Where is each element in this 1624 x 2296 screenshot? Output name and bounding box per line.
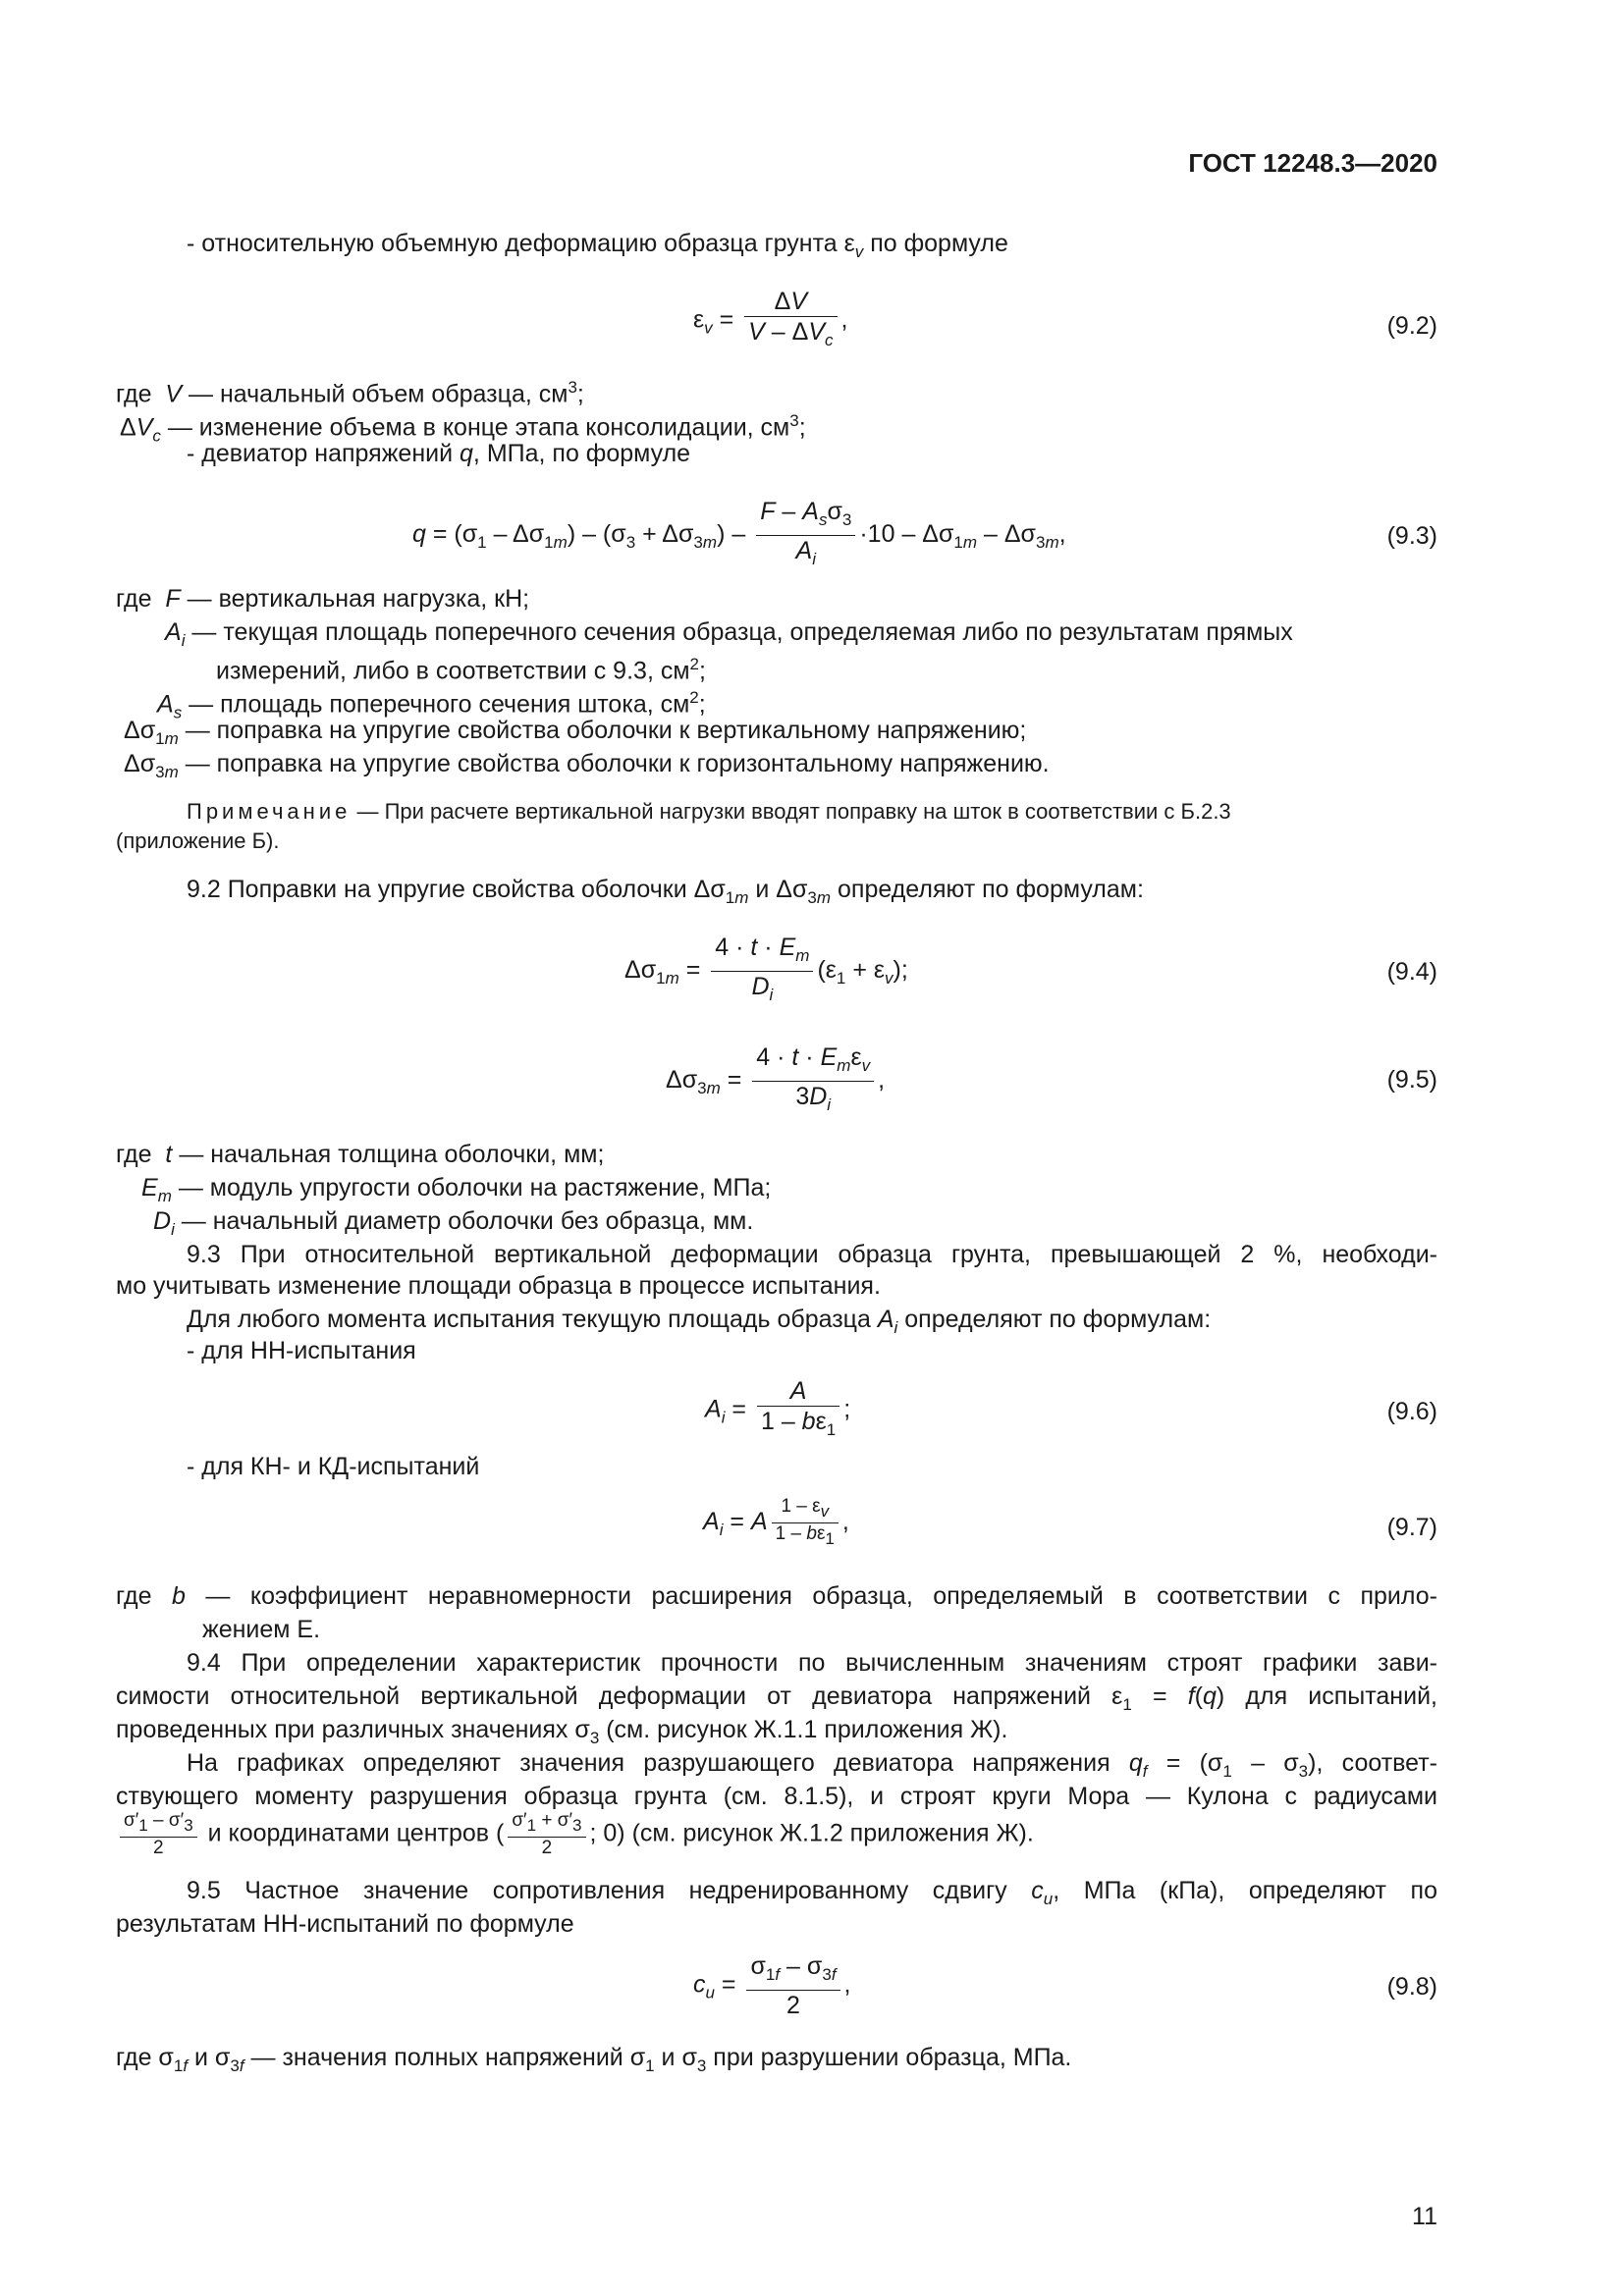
note: Примечание — При расчете вертикальной нагрузки вводят поправку на шток в соответствии с Б.2.3: [187, 799, 1231, 824]
equation-number: (9.8): [1386, 1973, 1437, 2001]
definition-em: $E_m$ — модуль упругости оболочки на растяжение, МПа;: [141, 1174, 772, 1205]
equation-number: (9.2): [1386, 312, 1437, 340]
formula-9-2: $\varepsilon_v$ = $\frac{\Delta V}{V - \Delta V_c}$ ,: [693, 288, 848, 349]
text-line: - для КН- и КД-испытаний: [187, 1453, 480, 1480]
paragraph-9-2: 9.2 Поправки на упругие свойства оболочки $\Delta\sigma_{1m}$ и $\Delta\sigma_{3m}$ определяют по формулам:: [187, 876, 1144, 907]
paragraph-9-4: 9.4 При определении характеристик прочности по вычисленным значениям строят графики зави-: [187, 1649, 1437, 1677]
paragraph-9-5: 9.5 Частное значение сопротивления недренированному сдвигу $c_u$, МПа (кПа), определяют по: [187, 1877, 1437, 1908]
definition-sigma-f: где $\sigma_{1f}$ и $\sigma_{3f}$ — значения полных напряжений $\sigma_1$ и $\sigma_3$ при разрушении образца, МПа.: [116, 2044, 1072, 2075]
definition-t: где t — начальная толщина оболочки, мм;: [116, 1141, 605, 1168]
formula-9-4: $\Delta\sigma_{1m}$ = $\frac{4 \cdot t \cdot E_m}{D_i}$ $(\varepsilon_1 + \varepsilon_v)$;: [624, 934, 908, 1004]
text-line: $\frac{\sigma'_1 - \sigma'_3}{2}$ и координатами центров ( $\frac{\sigma'_1 + \sigma'_3}{2}$ ; 0) (см. рисунок Ж.1.2 приложения Ж).: [116, 1810, 1034, 1859]
formula-9-7: $A_i = A$ $\frac{1 - \varepsilon_v}{1 - b\varepsilon_1}$ ,: [703, 1496, 849, 1548]
definition-di: $D_i$ — начальный диаметр оболочки без образца, мм.: [153, 1207, 754, 1239]
document-code: ГОСТ 12248.3—2020: [1188, 148, 1437, 178]
formula-9-8: $c_u$ = $\frac{\sigma_{1f} - \sigma_{3f}}{2}$ ,: [693, 1952, 851, 2019]
definition-f: где F — вертикальная нагрузка, кН;: [116, 585, 530, 613]
definition-dvc: $\Delta V_c$ — изменение объема в конце этапа консолидации, $см^3$;: [120, 411, 806, 446]
note-cont: (приложение Б).: [116, 828, 280, 853]
text-line: - девиатор напряжений q, МПа, по формуле: [187, 440, 691, 467]
text-line: результатам НН-испытаний по формуле: [116, 1910, 574, 1938]
text-line: На графиках определяют значения разрушающего девиатора напряжения $q_f = (\sigma_1 - \sigma_3)$, соответ-: [187, 1749, 1437, 1781]
text-line: симости относительной вертикальной деформации от девиатора напряжений $\varepsilon_1 = f(q)$ для испытаний,: [116, 1682, 1437, 1714]
text-line: Для любого момента испытания текущую площадь образца $A_i$ определяют по формулам:: [187, 1306, 1212, 1337]
page-number: 11: [1412, 2203, 1437, 2230]
equation-number: (9.5): [1386, 1066, 1437, 1094]
equation-number: (9.7): [1386, 1514, 1437, 1541]
equation-number: (9.4): [1386, 958, 1437, 986]
equation-number: (9.6): [1386, 1398, 1437, 1425]
paragraph-9-3: 9.3 При относительной вертикальной деформации образца грунта, превышающей 2 %, необходи-: [187, 1241, 1437, 1268]
definition-v: где V — начальный объем образца, $см^3$;: [116, 378, 584, 408]
definition-ai-cont: измерений, либо в соответствии с 9.3, $см^2$;: [216, 655, 706, 685]
equation-number: (9.3): [1386, 522, 1437, 550]
formula-9-3: $q = (\sigma_1 - \Delta\sigma_{1m}) - (\sigma_3 + \Delta\sigma_{3m})$ – $\frac{F - A_s\sigma_3}{A_i}$ $\cdot 10 - \Delta\sigma_{1m} - \Delta\sigma_{3m}$,: [412, 498, 1066, 568]
text-line: ствующего моменту разрушения образца грунта (см. 8.1.5), и строят круги Мора — Кулона с радиусами: [116, 1783, 1437, 1810]
text-line: проведенных при различных значениях $\sigma_3$ (см. рисунок Ж.1.1 приложения Ж).: [116, 1716, 1008, 1747]
definition-ds1m: $\Delta\sigma_{1m}$ — поправка на упругие свойства оболочки к вертикальному напряжению;: [124, 717, 1027, 748]
definition-b: где b — коэффициент неравномерности расширения образца, определяемый в соответствии с прило-: [116, 1582, 1437, 1610]
text-line: мо учитывать изменение площади образца в процессе испытания.: [116, 1272, 881, 1300]
text-line: - относительную объемную деформацию образца грунта $\varepsilon_v$ по формуле: [187, 230, 1008, 261]
formula-9-6: $A_i$ = $\frac{A}{1 - b\varepsilon_1}$ ;: [705, 1377, 851, 1439]
text-line: - для НН-испытания: [187, 1337, 416, 1364]
definition-as: $A_s$ — площадь поперечного сечения штока, $см^2$;: [157, 688, 706, 722]
definition-b-cont: жением Е.: [202, 1616, 321, 1643]
definition-ai: $A_i$ — текущая площадь поперечного сечения образца, определяемая либо по результатам прямых: [165, 618, 1293, 650]
definition-ds3m: $\Delta\sigma_{3m}$ — поправка на упругие свойства оболочки к горизонтальному напряжению.: [124, 750, 1050, 781]
formula-9-5: $\Delta\sigma_{3m}$ = $\frac{4 \cdot t \cdot E_m\varepsilon_v}{3D_i}$ ,: [666, 1043, 886, 1114]
